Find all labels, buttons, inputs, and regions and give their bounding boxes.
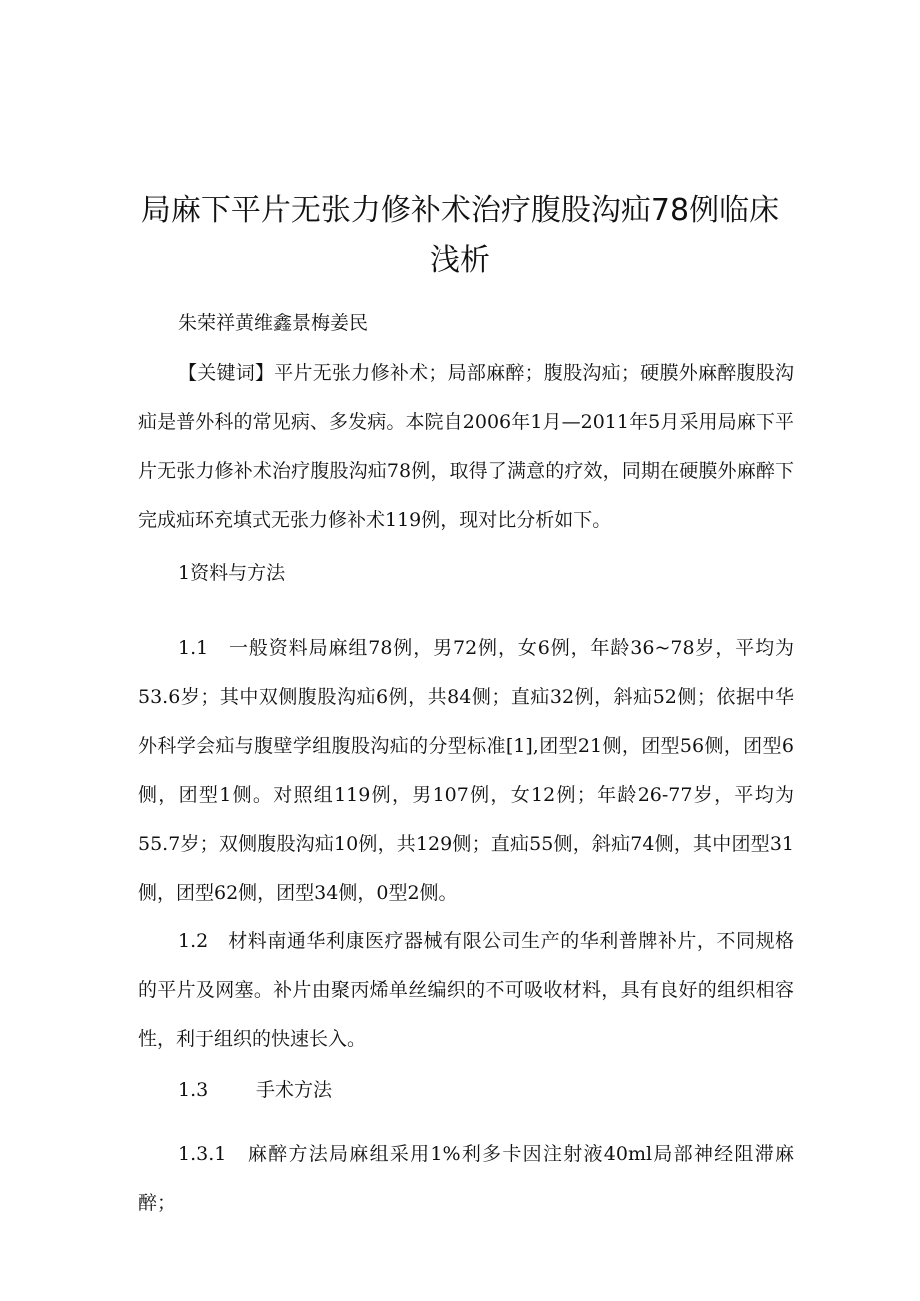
section-1-3-title: 手术方法: [256, 1079, 333, 1101]
author-list: 朱荣祥黄维鑫景梅姜民: [178, 312, 369, 334]
section-1-2-paragraph: 1.2 材料南通华利康医疗器械有限公司生产的华利普牌补片，不同规格的平片及网塞。补片由聚丙烯单丝编织的不可吸收材料，具有良好的组织相容性，利于组织的快速长入。: [138, 930, 794, 1050]
section-1-3-1-paragraph: 1.3.1 麻醉方法局麻组采用1%利多卡因注射液40ml局部神经阻滞麻醉；: [138, 1143, 794, 1214]
section-1-1-paragraph: 1.1 一般资料局麻组78例，男72例，女6例，年龄36~78岁，平均为53.6岁；其中双侧腹股沟疝6例，共84侧；直疝32例，斜疝52侧；依据中华外科学会疝与腹壁学组腹股沟疝的分型标准[1],团型21侧，团型56侧，团型6侧，团型1侧。对照组119例，男107例，女12例；年龄26-77岁，平均为55.7岁；双侧腹股沟疝10例，共129侧；直疝55侧，斜疝74侧，其中团型31侧，团型62侧，团型34侧，0型2侧。: [138, 637, 794, 904]
section-1-3-number: 1.3: [178, 1079, 209, 1101]
keywords-and-intro-paragraph: 【关键词】平片无张力修补术；局部麻醉；腹股沟疝；硬膜外麻醉腹股沟疝是普外科的常见病、多发病。本院自2006年1月—2011年5月采用局麻下平片无张力修补术治疗腹股沟疝78例，取得了满意的疗效，同期在硬膜外麻醉下完成疝环充填式无张力修补术119例，现对比分析如下。: [138, 362, 794, 531]
section-1-3-heading: [178, 1077, 332, 1103]
article-title: 局麻下平片无张力修补术治疗腹股沟疝78例临床浅析: [140, 193, 780, 278]
section-1-heading: 1资料与方法: [178, 562, 286, 584]
